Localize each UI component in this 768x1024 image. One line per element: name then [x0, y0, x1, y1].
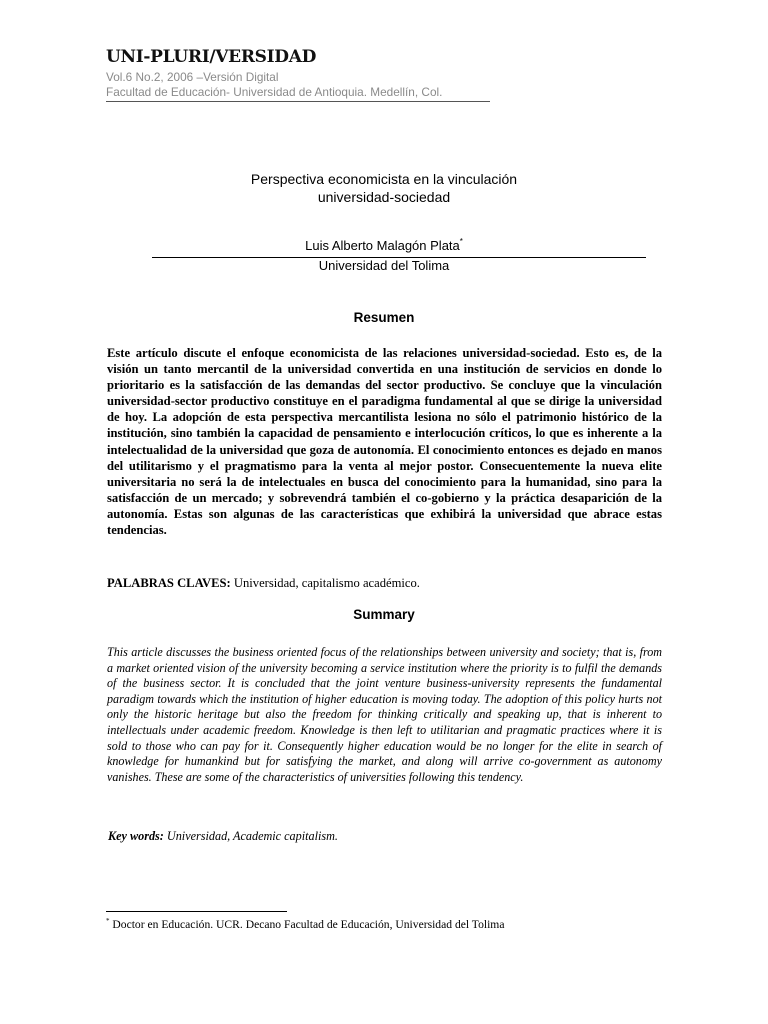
summary-body: This article discusses the business oriented focus of the relationships between university and society; that is, from a market oriented vision of the university becoming a service institution where the priority is to fulfil the demands of the business sector. It is concluded that the joint venture business-university represents the fundamental paradigm towards which the institution of higher education is moving today. The adoption of this policy hurts not only the historic heritage but also the freedom for thinking critically and speaking up, that is inherent to intellectuals under academic freedom. Knowledge is then left to utilitarian and pragmatic practices where it is sold to those who can pay for it. Consequently higher education would be no longer for the elite in search of knowledge for humankind but for satisfying the market, and along will arrive co-government as autonomy vanishes. These are some of the characteristics of universities following this tendency.	[107, 645, 662, 784]
header-rule	[106, 101, 490, 102]
author-name: Luis Alberto Malagón Plata	[305, 238, 460, 253]
article-title-line-1: Perspectiva economicista en la vinculación	[250, 171, 518, 187]
palabras-claves-text: Universidad, capitalismo académico.	[230, 576, 420, 590]
palabras-claves	[107, 575, 662, 591]
journal-volume-line: Vol.6 No.2, 2006 –Versión Digital	[106, 70, 279, 84]
footnote-rule	[106, 911, 287, 912]
resumen-body: Este artículo discute el enfoque economicista de las relaciones universidad-sociedad. Esto es, de la visión un tanto mercantil de la universidad convertida en una institución de servicios en donde lo prioritario es la satisfacción de las demandas del sector productivo. Se concluye que la vinculación universidad-sector productivo constituye en el paradigma fundamental al que se dirige la universidad de hoy. La adopción de esta perspectiva mercantilista lesiona no sólo el patrimonio histórico de la institución, sino también la capacidad de pensamiento e interlocución críticos, lo que es inherente a la intelectualidad de la universidad que goza de autonomía. El conocimiento entonces es dejado en manos del utilitarismo y el pragmatismo para la venta al mejor postor. Consecuentemente la nueva elite universitaria no será la de intelectuales en busca del conocimiento para la humanidad, sino para la satisfacción de un mercado; y sobrevendrá también el co-gobierno y la práctica desaparición de la autonomía. Estas son algunas de las características que exhibirá la universidad que abrace estas tendencias.	[107, 346, 662, 538]
article-title	[120, 170, 648, 206]
key-words-text: Universidad, Academic capitalism.	[163, 829, 338, 843]
author-affiliation: Universidad del Tolima	[318, 258, 450, 273]
journal-logo: UNI-PLURI/VERSIDAD	[106, 47, 317, 67]
journal-faculty-line: Facultad de Educación- Universidad de Antioquia. Medellín, Col.	[106, 85, 443, 99]
footnote-text: Doctor en Educación. UCR. Decano Facultad de Educación, Universidad del Tolima	[109, 918, 505, 931]
key-words-label: Key words:	[108, 829, 164, 843]
palabras-claves-label: PALABRAS CLAVES:	[107, 576, 231, 590]
resumen-heading: Resumen	[353, 310, 415, 325]
article-title-line-2: universidad-sociedad	[317, 189, 451, 205]
footnote	[106, 917, 504, 932]
article-author	[120, 238, 648, 254]
author-footnote-mark: *	[459, 237, 463, 246]
summary-heading: Summary	[353, 607, 415, 622]
key-words	[108, 828, 663, 844]
footnote-mark: *	[106, 917, 110, 925]
